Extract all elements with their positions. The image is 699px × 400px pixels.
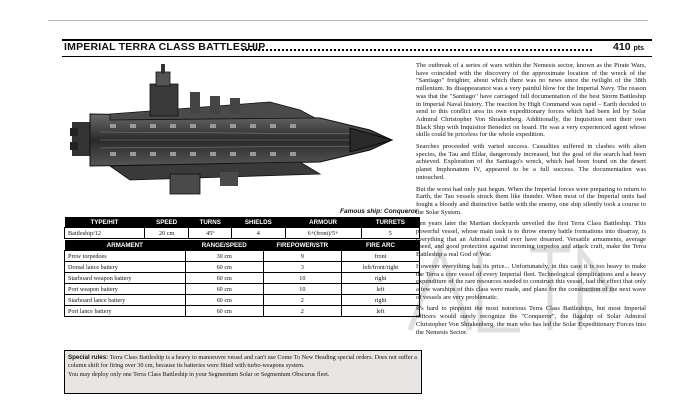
armament-cell: 60 cm	[185, 295, 263, 306]
ship-caption: Famous ship: Conqueror	[340, 208, 418, 215]
armament-cell: Starboard lance battery	[65, 295, 186, 306]
armament-cell: 60 cm	[185, 284, 263, 295]
armament-table	[64, 240, 420, 317]
stats-header-cell: TURNS	[189, 217, 232, 228]
armament-cell: Prow torpedoes	[65, 251, 186, 262]
stats-header-cell: ARMOUR	[285, 217, 361, 228]
stats-header-cell: SHIELDS	[232, 217, 286, 228]
lore-paragraph: Ten years later the Martian dockyards unveiled the first Terra Class Battleship. This powerful vessel, whose main task is to throw enemy battle formations into disarray, is everything that an Admiral could ever have dreamed. Versatile armaments, average speed, and good protection against incoming torpedos and attack craft, make the Terra Battleship a real God of War.	[416, 220, 646, 259]
special-rules-label: Special rules:	[68, 354, 109, 361]
armament-header-row	[65, 240, 420, 251]
stats-header-row	[65, 217, 420, 228]
battleship-illustration	[70, 62, 400, 212]
armament-row	[65, 262, 420, 273]
armament-header-cell: FIREPOWER/STR	[263, 240, 341, 251]
stats-header-cell: SPEED	[144, 217, 189, 228]
lore-paragraph: It's hard to pinpoint the most notorious Terra Class Battleships, but most Imperial officers would surely recognize the "Conqueror", the flagship of Solar Admiral Christopher Von Shrakenberg, the man who has led the Solar Expeditionary Forces into the Nemesis Sector.	[416, 305, 646, 336]
stats-header-cell: TURRETS	[361, 217, 419, 228]
title-bar	[62, 39, 652, 57]
armament-cell: 10	[263, 284, 341, 295]
armament-cell: 3	[263, 262, 341, 273]
armament-cell: Port weapon battery	[65, 284, 186, 295]
armament-cell: left	[341, 306, 419, 317]
ship-stats-table	[64, 217, 420, 239]
special-rules-paragraph	[68, 354, 418, 369]
armament-row	[65, 284, 420, 295]
deployment-note: You may deploy only one Terra Class Battleship in your Segmentum Solar or Segmentum Obscurus fleet.	[68, 371, 330, 379]
stats-cell: 20 cm	[144, 228, 189, 239]
lore-paragraph: Searches proceeded with varied success. Casualties suffered in clashes with alien species, the Tau and Eldar, dangerously increased, but the goal of the search had been achieved. Exploration of the Santiago's wreck, which had been found on the desert planet Imphonatum IV, appeared to be a full success. The documentation was untouched.	[416, 143, 646, 181]
page-top-rule	[48, 20, 648, 21]
armament-cell: 2	[263, 306, 341, 317]
armament-cell: Port lance battery	[65, 306, 186, 317]
armament-cell: Dorsal lance battery	[65, 262, 186, 273]
armament-cell: 60 cm	[185, 262, 263, 273]
lore-text-column	[416, 62, 646, 340]
points-value: 410	[613, 41, 631, 53]
stats-header-cell: TYPE/HIT	[65, 217, 145, 228]
points-unit: pts	[633, 45, 644, 52]
armament-row	[65, 273, 420, 284]
armament-cell: front	[341, 251, 419, 262]
armament-cell: left/front/right	[341, 262, 419, 273]
title-leader-dots	[242, 49, 592, 51]
armament-row	[65, 295, 420, 306]
lore-paragraph: However everything has its price... Unfortunately, in this case it is too heavy to make the Terra a core vessel of every Imperial fleet. Technological complications and a heavy expenditure of the rare resources needed to construct this vessel, had the effect that only a few warships of this class were made, and plans for the construction of the next wave of vessels are very problematic.	[416, 262, 646, 301]
stats-cell: 6+(front)/5+	[285, 228, 361, 239]
armament-cell: Starboard weapon battery	[65, 273, 186, 284]
lore-paragraph: The outbreak of a series of wars within the Nemesis sector, known as the Pirate Wars, have coincided with the discovery of the approximate location of the wreck of the "Santiago" freighter, about which there was no news since the twilight of the 38th millenium. Its disappearance was a very painful blow for the Imperial Navy. The reason was that the "Santiago" have carriaged full documentation of the best Storm Battleship in Imperial Naval history. The reaction by High Command was rapid – Earth decided to send to this conflict area its own expeditionary forces which had been led by Solar Admiral Christopher Von Shrakenberg. Additionally, the Inquisition sent their own Black Ship with Inquisitor Benedict on board. He was a very experienced agent whose skills could be priceless for the whole expedition.	[416, 62, 646, 139]
stats-cell: Battleship/12	[65, 228, 145, 239]
armament-header-cell: RANGE/SPEED	[185, 240, 263, 251]
stats-cell: 45º	[189, 228, 232, 239]
armament-cell: 60 cm	[185, 273, 263, 284]
armament-row	[65, 251, 420, 262]
armament-cell: right	[341, 295, 419, 306]
armament-cell: right	[341, 273, 419, 284]
special-rules-box	[64, 350, 422, 394]
special-rules-text: Terra Class Battleship is a heavy to manoeuvre vessel and can't use Come To New Heading special orders. Does not suffer a column shift for firing over 30 cm, because its batteries were fitted with turbo-weapons system.	[68, 354, 417, 369]
page-title: IMPERIAL TERRA CLASS BATTLESHIP	[64, 41, 266, 53]
stats-row	[65, 228, 420, 239]
armament-cell: 30 cm	[185, 251, 263, 262]
armament-cell: 10	[263, 273, 341, 284]
armament-cell: 60 cm	[185, 306, 263, 317]
armament-header-cell: ARMAMENT	[65, 240, 186, 251]
armament-cell: left	[341, 284, 419, 295]
armament-row	[65, 306, 420, 317]
lore-paragraph: But the worst had only just begun. When the Imperial forces were preparing to return to Earth, the Tau vessels struck them like thunder. When most of the Imperial units had fought a bloody and distinctive battle with the enemy, one ship silently took a course to the Solar System.	[416, 185, 646, 216]
points-cost	[613, 41, 644, 53]
stats-cell: 5	[361, 228, 419, 239]
armament-cell: 2	[263, 295, 341, 306]
stats-cell: 4	[232, 228, 286, 239]
armament-cell: 9	[263, 251, 341, 262]
armament-header-cell: FIRE ARC	[341, 240, 419, 251]
